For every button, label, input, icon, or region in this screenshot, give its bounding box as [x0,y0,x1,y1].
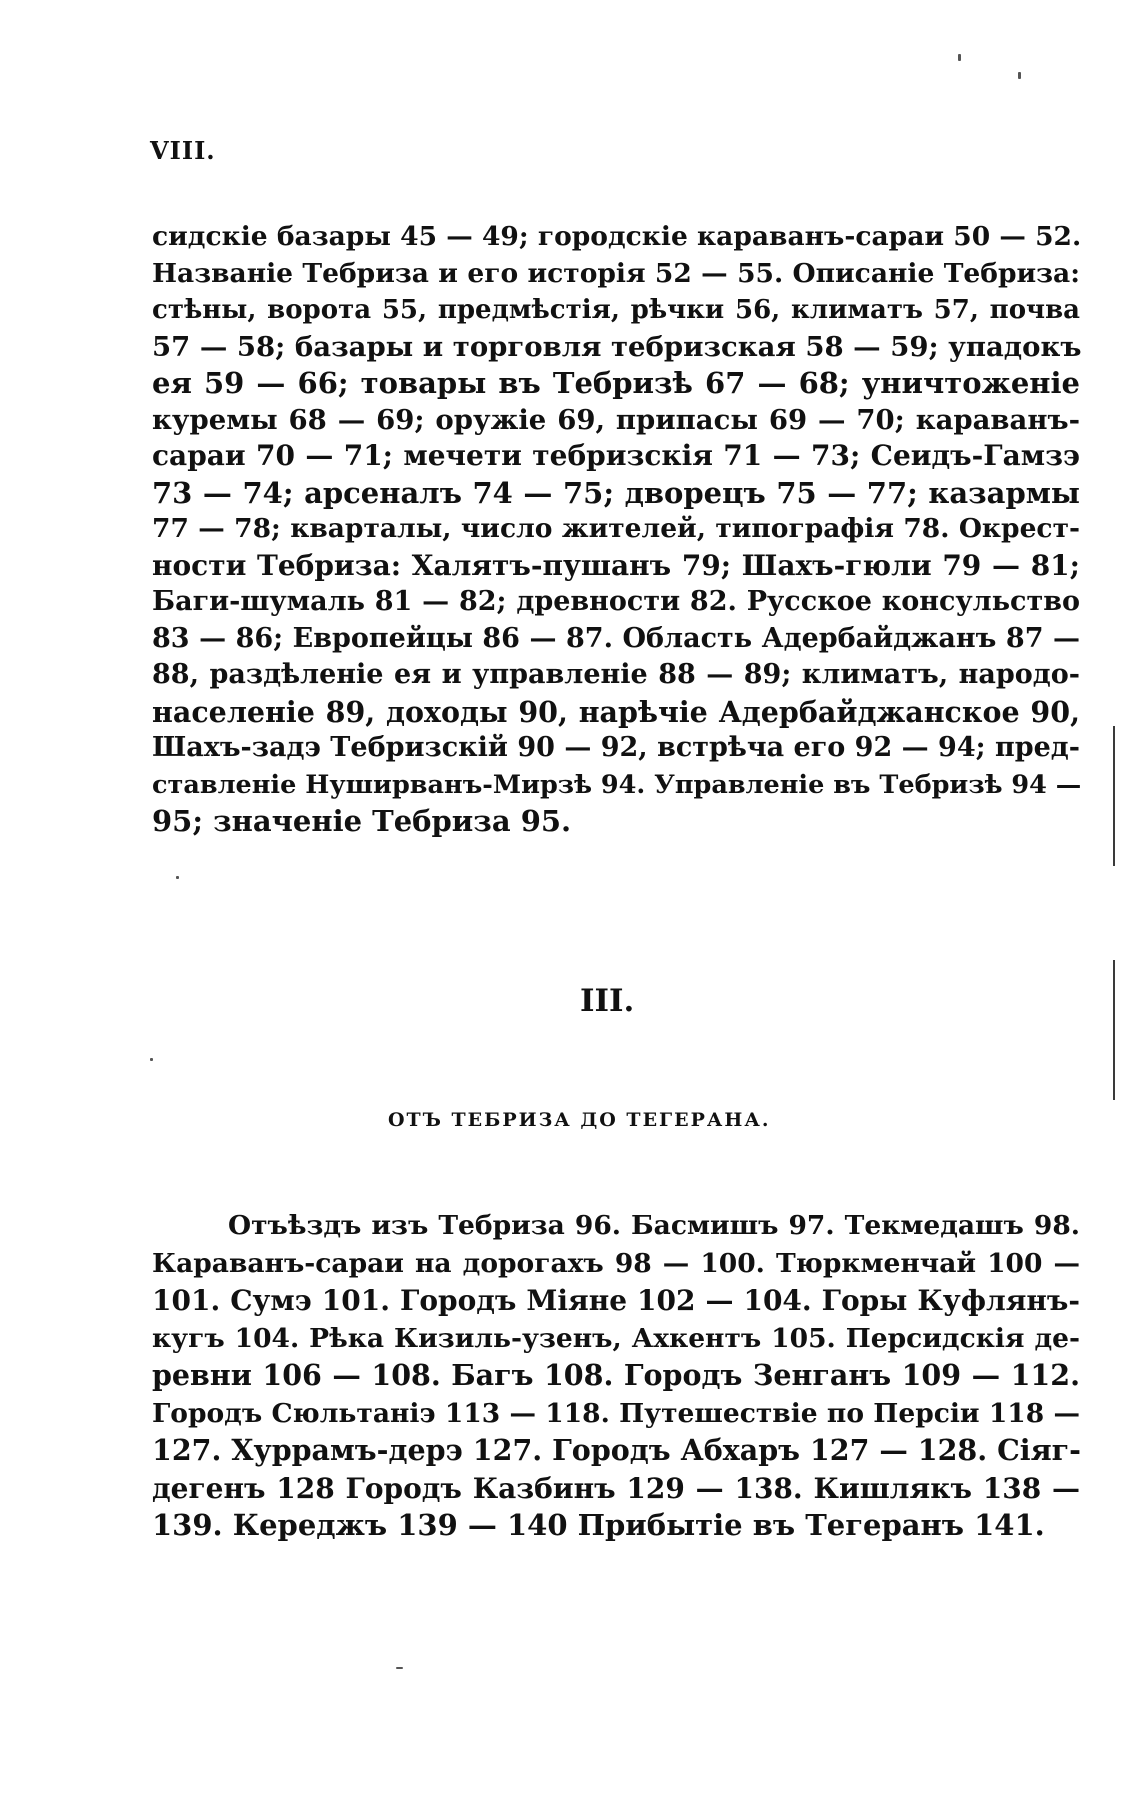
contents-line: стѣны, ворота 55, предмѣстія, рѣчки 56, климатъ 57, почва [152,295,1080,325]
contents-line: куремы 68 — 69; оружіе 69, припасы 69 — 70; караванъ- [152,403,1080,436]
contents-line: кугъ 104. Рѣка Кизиль-узенъ, Ахкентъ 105. Персидскія де- [152,1322,1080,1354]
scan-margin-line [1113,960,1115,1100]
contents-line: 73 — 74; арсеналъ 74 — 75; дворецъ 75 — 77; казармы [152,475,1080,510]
contents-line: Отъѣздъ изъ Тебриза 96. Басмишъ 97. Текмедашъ 98. [228,1210,1080,1241]
contents-line: Баги-шумаль 81 — 82; древности 82. Русское консульство [152,586,1080,617]
contents-line: сараи 70 — 71; мечети тебризскія 71 — 73; Сеидъ-Гамзэ [152,439,1080,472]
contents-line: 139. Кереджъ 139 — 140 Прибытіе въ Тегеранъ 141. [152,1508,1045,1542]
contents-line: населеніе 89, доходы 90, нарѣчіе Адербайджанское 90, [152,694,1080,729]
contents-line: Шахъ-задэ Тебризскій 90 — 92, встрѣча его 92 — 94; пред- [152,732,1081,763]
scan-margin-line [1113,726,1115,866]
contents-line: 83 — 86; Европейцы 86 — 87. Область Адербайджанъ 87 — [152,622,1080,654]
contents-line: ревни 106 — 108. Багъ 108. Городъ Зенганъ 109 — 112. [152,1358,1080,1392]
section-three-contents [152,1207,1080,1545]
scan-speck [150,1058,153,1061]
contents-line: 127. Хуррамъ-дерэ 127. Городъ Абхаръ 127 — 128. Сіяг- [152,1433,1081,1467]
contents-line: 101. Сумэ 101. Городъ Міяне 102 — 104. Горы Куфлянъ- [152,1284,1080,1317]
section-heading: ОТЪ ТЕБРИЗА ДО ТЕГЕРАНА. [388,1109,771,1131]
contents-line: сидскіе базары 45 — 49; городскіе караванъ-сараи 50 — 52. [152,221,1082,252]
section-two-contents-continued [152,219,1080,840]
contents-line: 77 — 78; кварталы, число жителей, типографія 78. Окрест- [152,513,1080,544]
contents-line: Городъ Сюльтаніэ 113 — 118. Путешествіе по Персіи 118 — [152,1397,1080,1429]
contents-line: 88, раздѣленіе ея и управленіе 88 — 89; климатъ, народо- [152,659,1080,690]
contents-line: ея 59 — 66; товары въ Тебризѣ 67 — 68; уничтоженіе [152,366,1080,400]
contents-line: ности Тебриза: Халятъ-пушанъ 79; Шахъ-гюли 79 — 81; [152,548,1080,582]
section-numeral: III. [580,983,635,1019]
scan-speck [396,1667,403,1669]
contents-line: 57 — 58; базары и торговля тебризская 58 — 59; упадокъ [152,330,1082,363]
contents-line: ставленіе Нуширванъ-Мирзѣ 94. Управленіе въ Тебризѣ 94 — [152,769,1082,800]
contents-line: 95; значеніе Тебриза 95. [152,804,572,838]
scan-speck [176,876,179,879]
contents-line: Названіе Тебриза и его исторія 52 — 55. Описаніе Тебриза: [152,257,1080,289]
contents-line: Караванъ-сараи на дорогахъ 98 — 100. Тюркменчай 100 — [152,1247,1080,1279]
scan-speck [958,54,961,61]
contents-line: дегенъ 128 Городъ Казбинъ 129 — 138. Кишлякъ 138 — [152,1471,1080,1505]
page-number: VIII. [150,136,216,165]
scan-speck [1018,72,1021,79]
